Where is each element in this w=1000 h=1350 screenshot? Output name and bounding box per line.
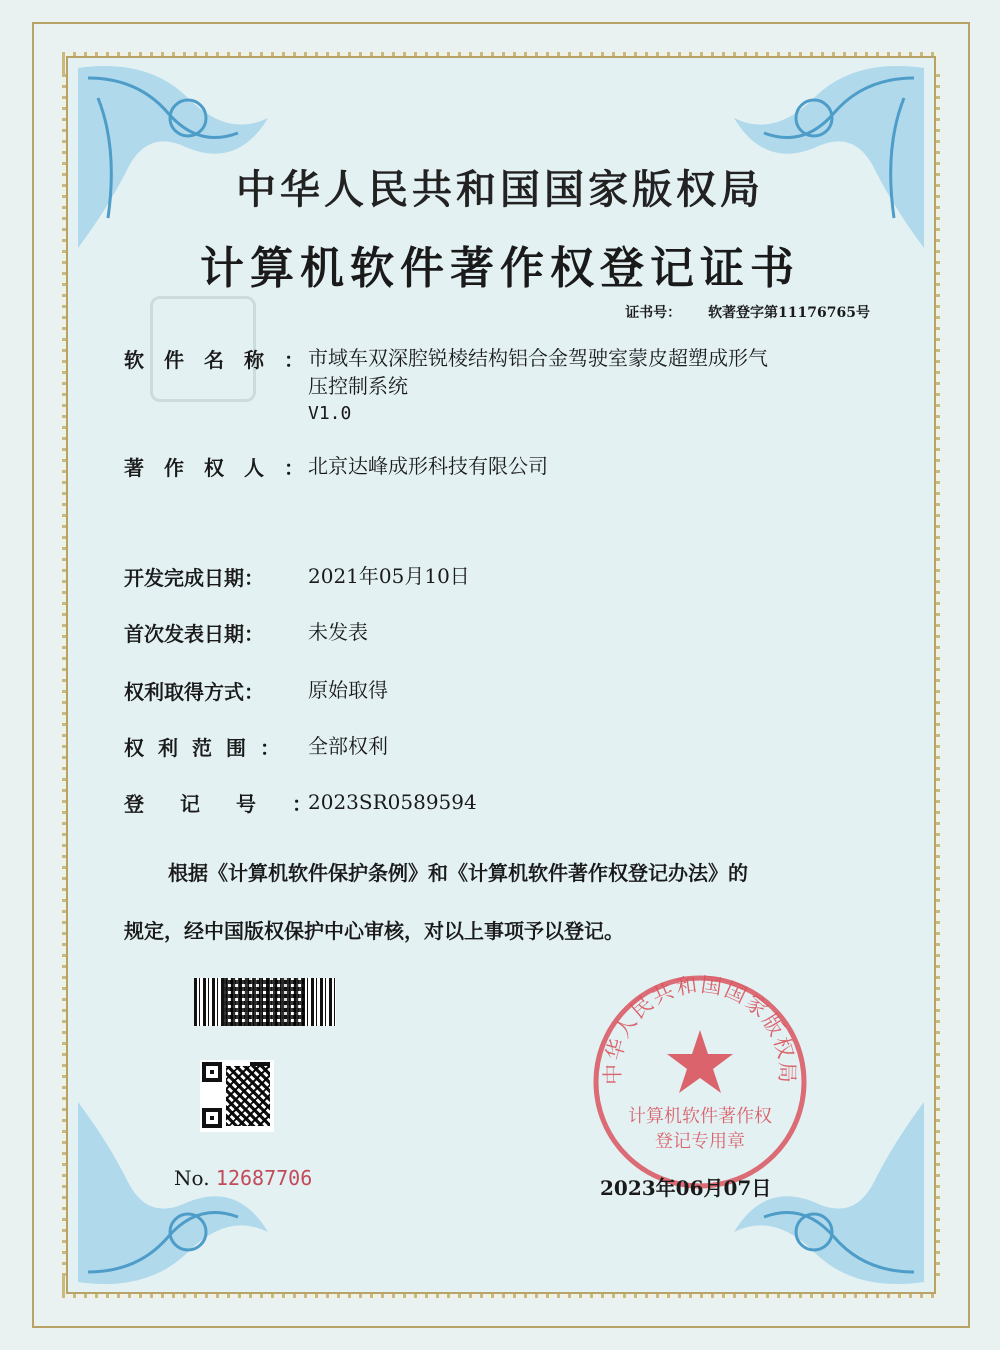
software-version: V1.0 [308,403,352,424]
acquire-value: 原始取得 [308,678,388,702]
statement-line1: 根据《计算机软件保护条例》和《计算机软件著作权登记办法》的 [168,861,748,885]
seal-line2: 登记专用章 [655,1131,745,1152]
software-name-line1: 市域车双深腔锐棱结构铝合金驾驶室蒙皮超塑成形气 [308,346,768,370]
software-name-value [308,344,868,428]
issue-date: 2023年06月07日 [600,1176,772,1200]
issuer-title: 中华人民共和国国家版权局 [236,166,764,213]
reg-no-label: 登记号： [124,792,348,816]
official-seal [590,972,810,1192]
reg-no-value: 2023SR0589594 [308,790,477,814]
scope-label: 权利范围： [124,736,294,760]
certificate-number-label: 证书号： [625,305,682,321]
acquire-label: 权利取得方式： [124,680,264,704]
publish-date-label: 首次发表日期： [124,622,264,646]
software-name-label: 软件名称： [124,348,324,372]
serial-value: 12687706 [215,1166,313,1190]
qr-code-icon [200,1060,274,1132]
scope-value: 全部权利 [308,734,388,758]
owner-label: 著作权人： [124,456,324,480]
serial-number [174,1166,312,1190]
seal-line1: 计算机软件著作权 [628,1106,772,1127]
barcode-icon [194,978,336,1026]
certificate-number [625,302,870,322]
publish-date-value: 未发表 [308,620,368,644]
statement-line2: 规定，经中国版权保护中心审核，对以上事项予以登记。 [124,919,624,943]
dev-date-label: 开发完成日期： [124,566,264,590]
software-name-line2: 压控制系统 [308,374,408,398]
seal-star-icon [667,1030,733,1093]
seal-ring-text: 中华人民共和国国家版权局 [600,972,800,1085]
certificate-number-value: 软著登字第11176765号 [708,305,870,321]
dev-date-value: 2021年05月10日 [308,564,470,588]
serial-prefix: No. [174,1166,210,1190]
owner-value: 北京达峰成形科技有限公司 [308,454,548,478]
certificate-title: 计算机软件著作权登记证书 [200,243,800,294]
